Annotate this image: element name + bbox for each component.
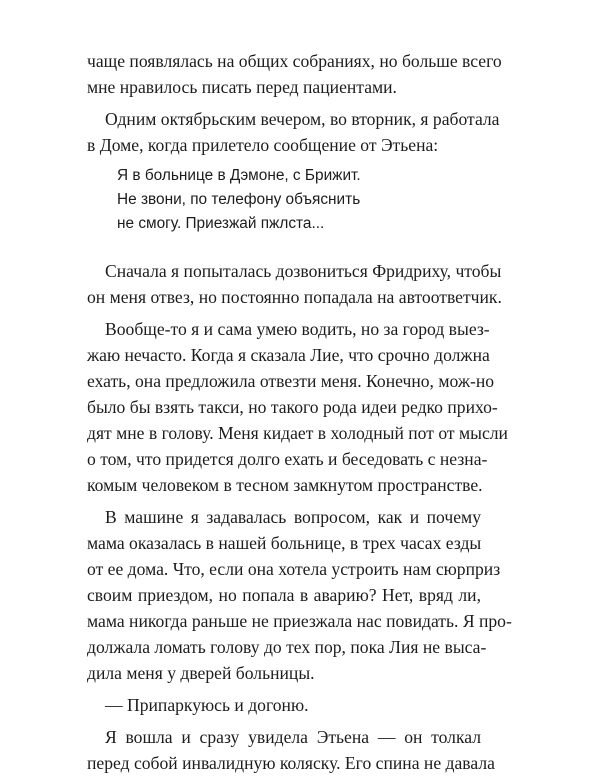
text-line: в Доме, когда прилетело сообщение от Этьена:: [87, 135, 439, 155]
text-line: мама никогда раньше не приезжала нас повидать. Я про-: [87, 611, 512, 631]
text-line: было бы взять такси, но такого рода идеи редко прихо-: [87, 397, 498, 417]
text-line: Я вошла и сразу увидела Этьена — он толкал: [105, 727, 481, 747]
text-line: мама оказалась в нашей больнице, в трех часах езды: [87, 533, 482, 553]
text-line: — Припаркуюсь и догоню.: [105, 695, 309, 715]
text-line: Одним октябрьским вечером, во вторник, я работала: [105, 109, 500, 129]
text-line: ехать, она предложила отвезти меня. Конечно, мож-но: [87, 371, 495, 391]
text-line: о том, что придется долго ехать и беседовать с незна-: [87, 449, 488, 469]
message-line: Не звони, по телефону объяснить: [117, 191, 361, 208]
text-line: В машине я задавалась вопросом, как и почему: [105, 507, 481, 527]
text-line: Вообще-то я и сама умею водить, но за город выез-: [105, 319, 490, 339]
text-line: дят мне в голову. Меня кидает в холодный пот от мысли: [87, 423, 508, 443]
text-line: он меня отвез, но постоянно попадала на автоответчик.: [87, 287, 502, 307]
text-line: перед собой инвалидную коляску. Его спина не давала: [87, 753, 495, 773]
text-line: своим приездом, но попала в аварию? Нет, вряд ли,: [87, 585, 481, 605]
text-line: мне нравилось писать перед пациентами.: [87, 77, 397, 97]
text-line: дила меня у дверей больницы.: [87, 663, 315, 683]
text-line: комым человеком в тесном замкнутом пространстве.: [87, 475, 483, 495]
text-line: от ее дома. Что, если она хотела устроить нам сюрприз: [87, 559, 501, 579]
text-line: жаю нечасто. Когда я сказала Лие, что срочно должна: [87, 345, 490, 365]
text-line: должала ломать голову до тех пор, пока Лия не выса-: [87, 637, 487, 657]
text-line: Сначала я попыталась дозвониться Фридриху, чтобы: [105, 261, 502, 281]
message-line: не смогу. Приезжай пжлста...: [117, 215, 325, 232]
text-line: чаще появлялась на общих собраниях, но больше всего: [87, 51, 502, 71]
message-line: Я в больнице в Дэмоне, с Брижит.: [117, 167, 361, 184]
